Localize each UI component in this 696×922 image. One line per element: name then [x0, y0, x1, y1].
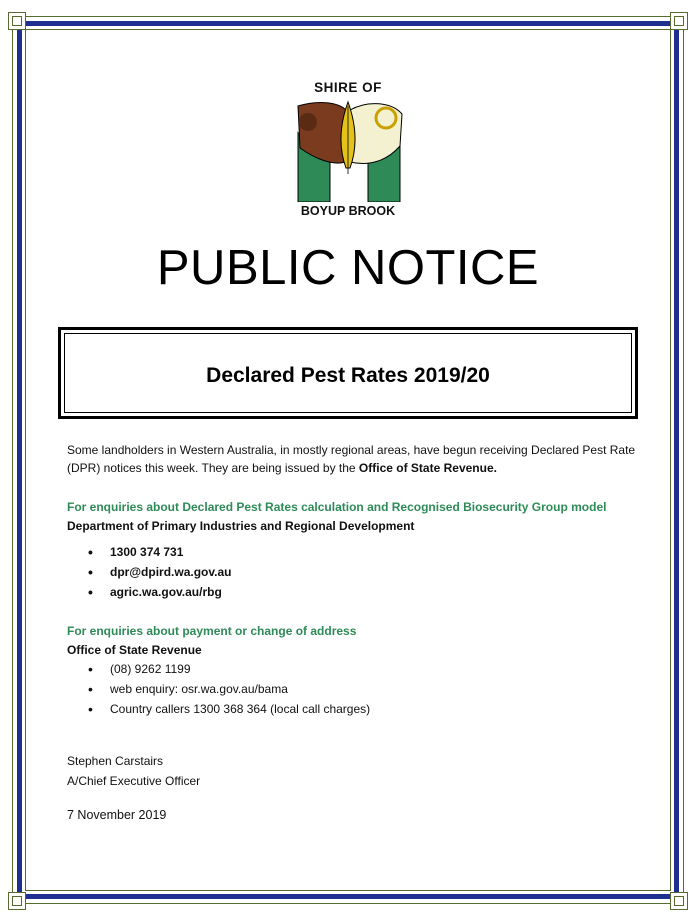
shire-emblem-icon	[288, 96, 408, 202]
border-corner	[8, 12, 26, 30]
border-corner	[8, 892, 26, 910]
section1-title: For enquiries about Declared Pest Rates calculation and Recognised Biosecurity Group model	[67, 500, 607, 514]
shire-logo	[286, 80, 410, 220]
section1-list	[88, 542, 231, 602]
section1-org: Department of Primary Industries and Regional Development	[67, 519, 415, 533]
border-corner	[670, 892, 688, 910]
intro-bold: Office of State Revenue.	[358, 461, 497, 475]
intro-paragraph	[67, 441, 647, 477]
notice-heading: Declared Pest Rates 2019/20	[206, 364, 490, 387]
border-corner	[670, 12, 688, 30]
notice-date: 7 November 2019	[67, 808, 167, 822]
list-item: • dpr@dpird.wa.gov.au	[88, 562, 231, 582]
list-item: • Country callers 1300 368 364 (local call charges)	[88, 699, 370, 719]
logo-top-text: SHIRE OF	[314, 80, 382, 95]
list-item: • (08) 9262 1199	[88, 659, 370, 679]
section2-org: Office of State Revenue	[67, 643, 202, 657]
intro-text: Some landholders in Western Australia, in mostly regional areas, have begun receiving Declared Pest Rate (DPR) notices this week. They are being issued by the	[67, 443, 636, 475]
section2-title: For enquiries about payment or change of address	[67, 624, 357, 638]
list-item: • agric.wa.gov.au/rbg	[88, 582, 231, 602]
section2-list	[88, 659, 370, 719]
logo-bottom-text: BOYUP BROOK	[300, 204, 396, 218]
list-item: • web enquiry: osr.wa.gov.au/bama	[88, 679, 370, 699]
signature-role: A/Chief Executive Officer	[67, 774, 201, 788]
list-item: • 1300 374 731	[88, 542, 231, 562]
signature-block	[67, 751, 200, 791]
signature-name: Stephen Carstairs	[67, 754, 164, 768]
page-title: PUBLIC NOTICE	[156, 241, 540, 295]
heading-box	[58, 327, 638, 419]
